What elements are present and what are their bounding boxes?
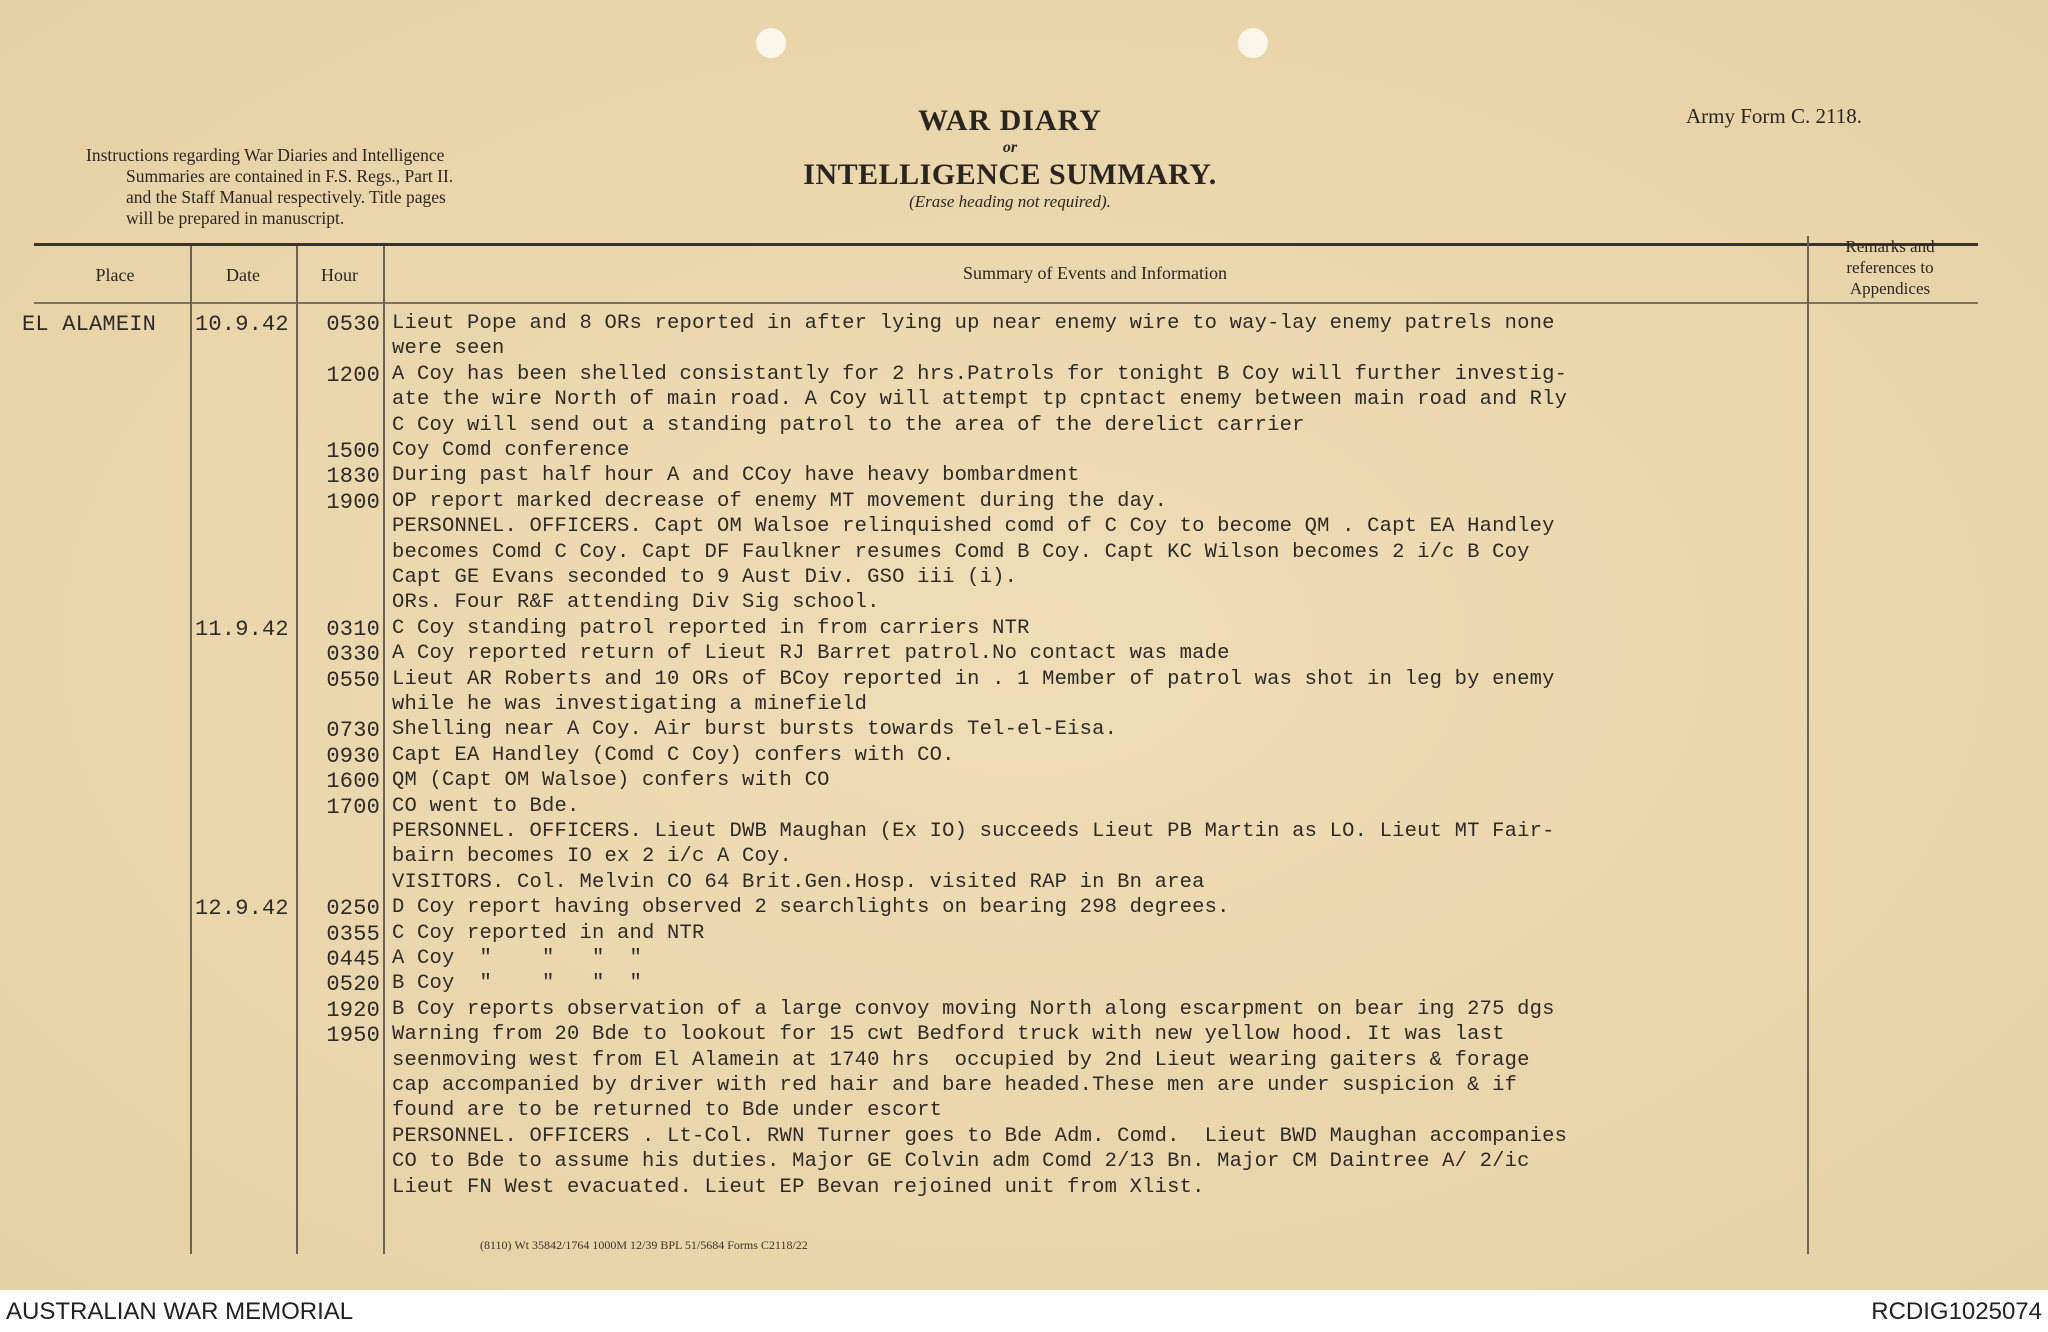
remarks-line: Appendices xyxy=(1849,279,1931,298)
entry-text: seenmoving west from El Alamein at 1740 hrs occupied by 2nd Lieut wearing gaiters & forage xyxy=(392,1048,1530,1072)
entry-hour: 0445 xyxy=(326,947,380,972)
entry-text: found are to be returned to Bde under escort xyxy=(392,1099,943,1123)
column-divider xyxy=(383,246,385,1254)
entry-text: PERSONNEL. OFFICERS . Lt-Col. RWN Turner goes to Bde Adm. Comd. Lieut BWD Maughan accompanies xyxy=(392,1124,1568,1148)
entry-text: bairn becomes IO ex 2 i/c A Coy. xyxy=(392,845,793,869)
entry-hour: 0520 xyxy=(326,972,380,998)
entry-text: CO to Bde to assume his duties. Major GE Colvin adm Comd 2/13 Bn. Major CM Daintree A/ 2/ic xyxy=(392,1150,1530,1174)
entry-hour: 0330 xyxy=(326,642,380,668)
entry-hour: 0730 xyxy=(326,718,380,744)
entry-text: cap accompanied by driver with red hair and bare headed.These men are under suspicion & if xyxy=(392,1074,1518,1097)
entry-hour: 0530 xyxy=(326,312,380,337)
entry-text: Shelling near A Coy. Air burst bursts towards Tel-el-Eisa. xyxy=(392,718,1118,742)
header-rule xyxy=(34,243,1978,246)
entry-hour: 0930 xyxy=(326,743,380,769)
entry-text: CO went to Bde. xyxy=(392,794,580,818)
instruction-line: and the Staff Manual respectively. Title pages xyxy=(126,187,446,207)
punch-hole xyxy=(756,28,786,58)
page-subtitle: INTELLIGENCE SUMMARY. xyxy=(803,158,1217,191)
column-header-rule xyxy=(34,302,1978,304)
entry-text: C Coy will send out a standing patrol to the area of the derelict carrier xyxy=(392,413,1305,437)
printer-line: (8110) Wt 35842/1764 1000M 12/39 BPL 51/5684 Forms C2118/22 xyxy=(480,1238,808,1252)
entry-text: B Coy reports observation of a large convoy moving North along escarpment on bear ing 275 dgs xyxy=(392,997,1555,1021)
form-number: Army Form C. 2118. xyxy=(1686,104,1862,128)
entry-text: ate the wire North of main road. A Coy will attempt tp cpntact enemy between main road and Rly xyxy=(392,388,1568,412)
column-divider xyxy=(1807,236,1809,1254)
entry-hour: 0310 xyxy=(326,616,380,642)
entry-text: Lieut FN West evacuated. Lieut EP Bevan rejoined unit from Xlist. xyxy=(392,1175,1205,1199)
entry-text: Lieut Pope and 8 ORs reported in after lying up near enemy wire to way-lay enemy patrels none xyxy=(392,312,1555,335)
archive-id: RCDIG1025074 xyxy=(1871,1298,2042,1325)
entry-text: D Coy report having observed 2 searchlights on bearing 298 degrees. xyxy=(392,896,1230,920)
entry-date: 11.9.42 xyxy=(195,616,289,642)
entry-date: 12.9.42 xyxy=(195,896,289,922)
entry-hour: 1920 xyxy=(326,997,380,1023)
entry-hour: 1500 xyxy=(326,439,380,464)
entry-text: A Coy has been shelled consistantly for 2 hrs.Patrols for tonight B Coy will further investig- xyxy=(392,362,1568,386)
entry-text: Warning from 20 Bde to lookout for 15 cwt Bedford truck with new yellow hood. It was last xyxy=(392,1023,1505,1047)
entry-date: 10.9.42 xyxy=(195,312,289,337)
entry-text: ORs. Four R&F attending Div Sig school. xyxy=(392,591,880,615)
title-or: or xyxy=(1002,139,1018,156)
entry-hour: 1830 xyxy=(326,464,380,490)
entry-hour: 0250 xyxy=(326,896,380,922)
instructions-block xyxy=(86,145,453,229)
entry-text: Capt EA Handley (Comd C Coy) confers with CO. xyxy=(392,743,955,767)
entry-hour: 1200 xyxy=(326,362,380,388)
column-header-date: Date xyxy=(226,265,260,285)
entry-text: while he was investigating a minefield xyxy=(392,693,868,716)
entry-text: VISITORS. Col. Melvin CO 64 Brit.Gen.Hosp. visited RAP in Bn area xyxy=(392,870,1205,894)
entry-text: A Coy " " " " xyxy=(392,947,643,970)
erase-note: (Erase heading not required). xyxy=(909,192,1111,211)
remarks-line: references to xyxy=(1846,258,1934,277)
entry-place: EL ALAMEIN xyxy=(22,312,157,337)
entry-text: B Coy " " " " xyxy=(392,972,643,996)
archive-credit: AUSTRALIAN WAR MEMORIAL xyxy=(6,1298,354,1325)
entry-text: Capt GE Evans seconded to 9 Aust Div. GSO iii (i). xyxy=(392,566,1018,589)
entry-hour: 0355 xyxy=(326,921,380,947)
instruction-line: will be prepared in manuscript. xyxy=(126,208,345,228)
entry-hour: 1950 xyxy=(326,1023,380,1049)
column-divider xyxy=(296,246,298,1254)
entry-text: C Coy reported in and NTR xyxy=(392,921,705,945)
instruction-line: Summaries are contained in F.S. Regs., Part II. xyxy=(126,166,454,186)
entry-text: C Coy standing patrol reported in from carriers NTR xyxy=(392,616,1030,640)
entry-text: During past half hour A and CCoy have heavy bombardment xyxy=(392,464,1080,488)
entry-text: Lieut AR Roberts and 10 ORs of BCoy reported in . 1 Member of patrol was shot in leg by enemy xyxy=(392,667,1555,691)
remarks-line: Remarks and xyxy=(1845,237,1935,256)
entry-hour: 0550 xyxy=(326,667,380,693)
entry-text: PERSONNEL. OFFICERS. Lieut DWB Maughan (Ex IO) succeeds Lieut PB Martin as LO. Lieut MT Fair- xyxy=(392,820,1555,843)
entry-text: PERSONNEL. OFFICERS. Capt OM Walsoe relinquished comd of C Coy to become QM . Capt EA Handley xyxy=(392,515,1555,539)
punch-hole xyxy=(1238,28,1268,58)
column-divider xyxy=(190,246,192,1254)
entry-text: becomes Comd C Coy. Capt DF Faulkner resumes Comd B Coy. Capt KC Wilson becomes 2 i/c B Coy xyxy=(392,540,1530,564)
title-block xyxy=(700,104,1320,212)
entry-hour: 1900 xyxy=(326,489,380,515)
entry-text: A Coy reported return of Lieut RJ Barret patrol.No contact was made xyxy=(392,642,1230,666)
entry-text: OP report marked decrease of enemy MT movement during the day. xyxy=(392,489,1168,513)
entry-hour: 1600 xyxy=(326,769,380,795)
instruction-line: Instructions regarding War Diaries and Intelligence xyxy=(86,145,445,165)
column-header-remarks xyxy=(1808,236,1972,299)
page-title: WAR DIARY xyxy=(918,104,1102,137)
column-header-hour: Hour xyxy=(321,265,358,285)
entry-text: were seen xyxy=(392,337,505,361)
entry-text: Coy Comd conference xyxy=(392,439,630,462)
entry-text: QM (Capt OM Walsoe) confers with CO xyxy=(392,769,830,793)
column-header-place: Place xyxy=(95,265,135,285)
column-header-summary: Summary of Events and Information xyxy=(963,263,1227,283)
entry-hour: 1700 xyxy=(326,794,380,820)
